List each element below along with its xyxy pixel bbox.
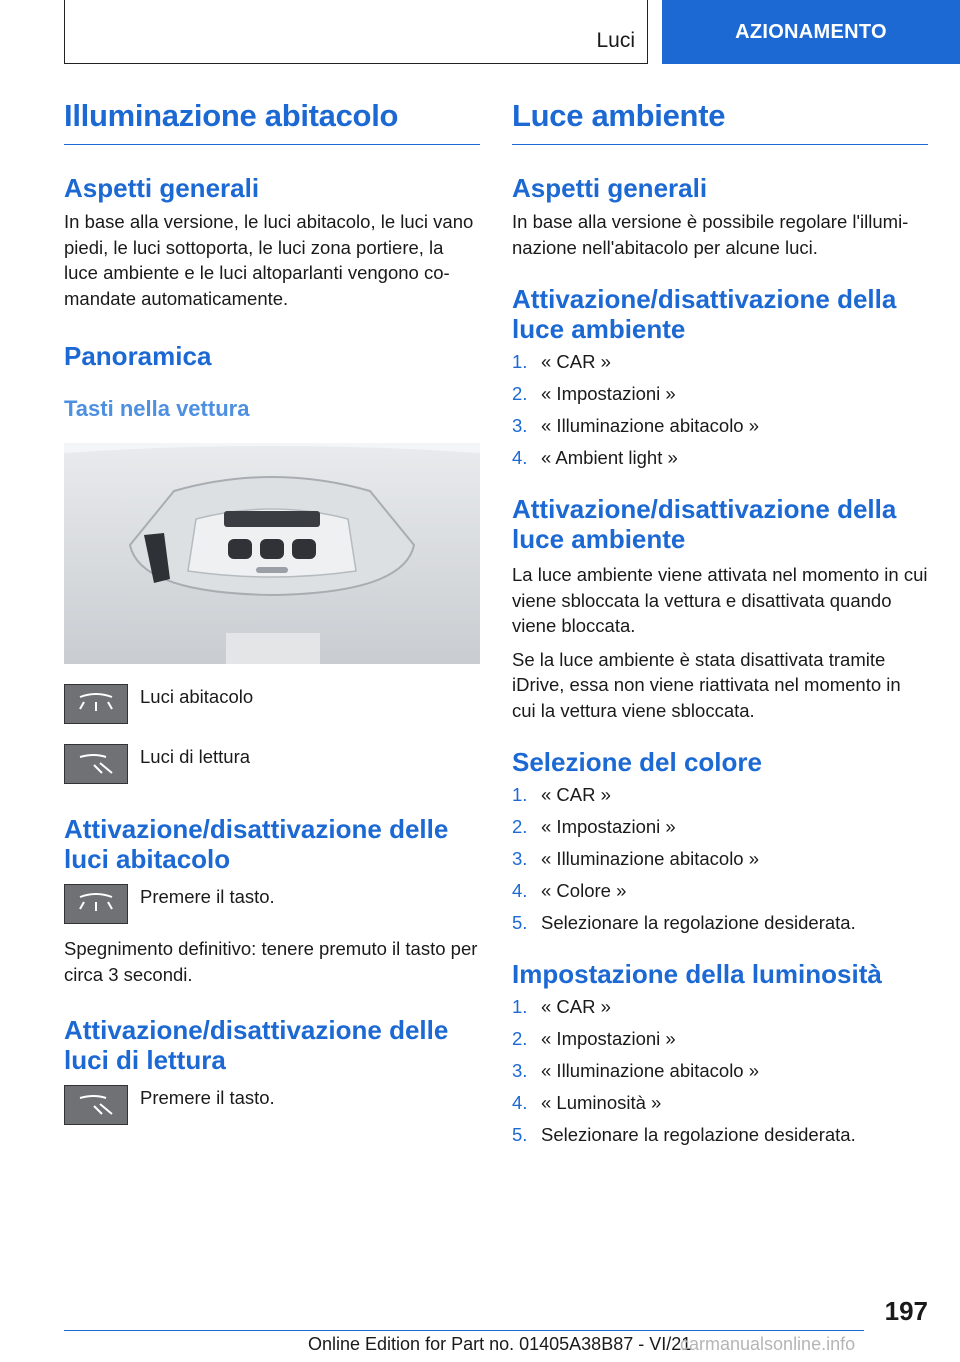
list-item: 1. « CAR » — [512, 784, 611, 805]
reading-toggle-instruction: Premere il tasto. — [140, 1087, 275, 1108]
interior-light-icon — [64, 884, 128, 924]
icon-label-interior: Luci abitacolo — [140, 686, 254, 707]
left-column — [64, 96, 480, 1125]
left-general-heading: Aspetti generali — [64, 173, 260, 203]
ambient-toggle1-heading: Attivazione/disattivazione della luce ambiente — [512, 284, 897, 344]
list-item: 5. Selezionare la regolazione desiderata. — [512, 1124, 856, 1145]
interior-toggle-instruction: Premere il tasto. — [140, 886, 275, 907]
ambient-toggle2-heading: Attivazione/disattivazione della luce ambiente — [512, 494, 897, 554]
ambient-toggle1-steps — [512, 346, 928, 474]
list-item: 3. « Illuminazione abitacolo » — [512, 415, 760, 436]
roof-console-illustration — [64, 443, 480, 664]
header-section: Luci — [596, 29, 635, 52]
list-item: 4. « Colore » — [512, 880, 627, 901]
right-title: Luce ambiente — [512, 96, 928, 145]
list-item: 1. « CAR » — [512, 351, 611, 372]
right-column — [512, 96, 928, 1151]
left-title: Illuminazione abitacolo — [64, 96, 480, 145]
list-item: 4. « Ambient light » — [512, 447, 678, 468]
roof-console-photo — [64, 443, 480, 664]
footer-edition: Online Edition for Part no. 01405A38B87 - VI/21 — [308, 1334, 692, 1354]
icon-row-reading — [64, 744, 480, 784]
ambient-toggle2-text1: La luce ambiente viene attivata nel momento in cui viene sbloccata la vettura e disattivata quando viene bloccata. — [512, 564, 928, 636]
icon-row-interior — [64, 684, 480, 724]
overview-subheading: Tasti nella vettura — [64, 396, 250, 421]
list-item: 2. « Impostazioni » — [512, 816, 676, 837]
overview-heading: Panoramica — [64, 341, 212, 371]
interior-toggle-row — [64, 884, 480, 924]
interior-toggle-note: Spegnimento definitivo: tenere premuto il tasto per circa 3 secondi. — [64, 938, 478, 985]
reading-light-icon — [64, 744, 128, 784]
list-item: 3. « Illuminazione abitacolo » — [512, 848, 760, 869]
right-general-heading: Aspetti generali — [512, 173, 708, 203]
watermark: carmanualsonline.info — [680, 1334, 856, 1354]
reading-toggle-heading: Attivazione/disattivazione delle luci di lettura — [64, 1015, 449, 1075]
color-steps — [512, 779, 928, 939]
list-item: 4. « Luminosità » — [512, 1092, 662, 1113]
list-item: 2. « Impostazioni » — [512, 383, 676, 404]
list-item: 2. « Impostazioni » — [512, 1028, 676, 1049]
interior-light-icon — [64, 684, 128, 724]
list-item: 5. Selezionare la regolazione desiderata. — [512, 912, 856, 933]
brightness-heading: Impostazione della luminosità — [512, 959, 882, 989]
page-number: 197 — [884, 1296, 928, 1326]
icon-label-reading: Luci di lettura — [140, 746, 251, 767]
footer-divider — [64, 1330, 864, 1331]
ambient-toggle2-text2: Se la luce ambiente è stata disattivata tramite iDrive, essa non viene riattivata nel momento in cui la vettura viene sbloccata. — [512, 648, 901, 721]
left-general-text: In base alla versione, le luci abitacolo, le luci vano piedi, le luci sottoporta, le luci zona portiere, la luce ambiente e le luci altoparlanti vengono co-mandate automaticamente. — [64, 211, 474, 309]
reading-toggle-row — [64, 1085, 480, 1125]
reading-light-icon — [64, 1085, 128, 1125]
right-general-text: In base alla versione è possibile regolare l'illumi-nazione nell'abitacolo per alcune luci. — [512, 211, 909, 258]
color-heading: Selezione del colore — [512, 747, 762, 777]
header-chapter-tab: AZIONAMENTO — [662, 0, 960, 64]
header-box — [64, 0, 648, 64]
list-item: 3. « Illuminazione abitacolo » — [512, 1060, 760, 1081]
brightness-steps — [512, 991, 928, 1151]
interior-toggle-heading: Attivazione/disattivazione delle luci abitacolo — [64, 814, 449, 874]
list-item: 1. « CAR » — [512, 996, 611, 1017]
